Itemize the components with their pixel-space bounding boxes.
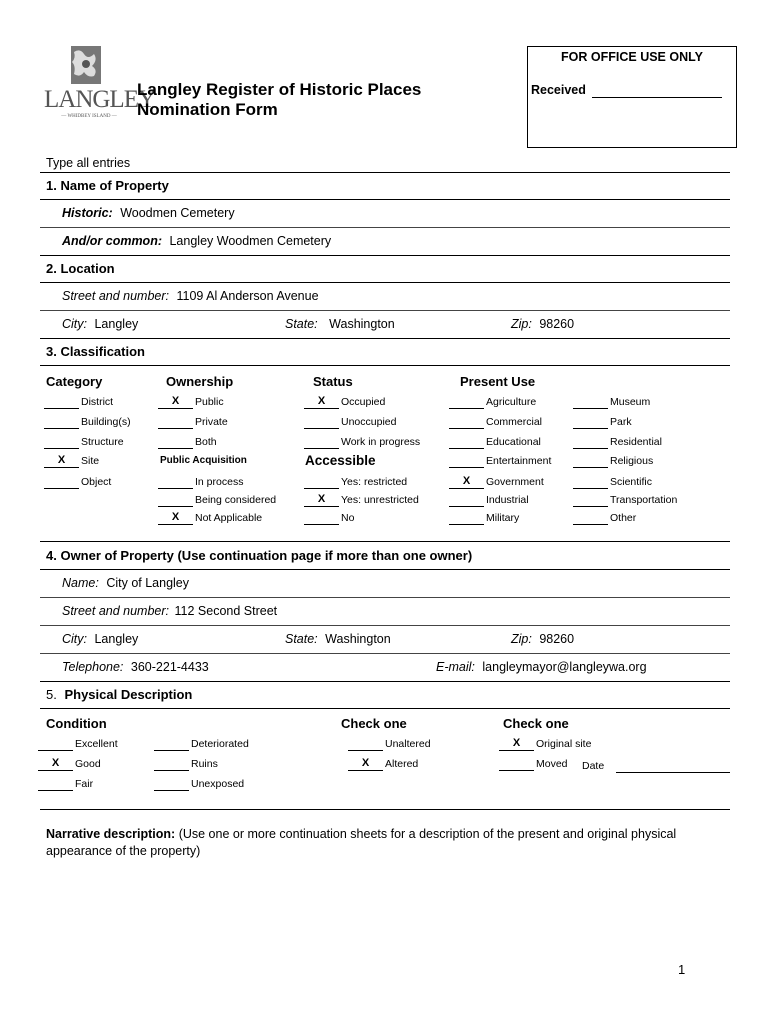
- checkbox-label: Moved: [536, 758, 568, 770]
- section-1-heading: 1. Name of Property: [46, 178, 169, 193]
- owner-name-field[interactable]: [62, 576, 189, 590]
- telephone-value: 360-221-4433: [130, 660, 209, 674]
- historic-field[interactable]: [62, 206, 235, 220]
- checkbox-label: Unexposed: [191, 778, 245, 790]
- status-work-in-progress[interactable]: [304, 435, 420, 449]
- checkbox-mark[interactable]: [304, 415, 339, 429]
- checkbox-mark[interactable]: [44, 415, 79, 429]
- checkbox-label: Not Applicable: [195, 512, 263, 524]
- checkbox-mark[interactable]: [449, 493, 484, 507]
- checkbox-mark[interactable]: [449, 395, 484, 409]
- common-name-field[interactable]: [62, 234, 331, 248]
- checkbox-label: Yes: restricted: [341, 476, 408, 488]
- checkbox-label: Museum: [610, 396, 651, 408]
- checkbox-mark[interactable]: [158, 435, 193, 449]
- divider: [40, 625, 730, 626]
- checkbox-label: Good: [75, 758, 101, 770]
- divider: [40, 199, 730, 200]
- section-3-heading: 3. Classification: [46, 344, 145, 359]
- street-value: 1109 Al Anderson Avenue: [176, 289, 319, 303]
- status-heading: Status: [313, 374, 353, 389]
- ownership-public[interactable]: [158, 395, 224, 409]
- checkbox-label: Public: [195, 396, 224, 408]
- checkbox-label: Being considered: [195, 494, 277, 506]
- location-zip-field[interactable]: [511, 317, 574, 331]
- checkbox-label: Original site: [536, 738, 592, 750]
- date-label: Date: [582, 760, 605, 772]
- checkbox-mark[interactable]: X: [158, 395, 193, 409]
- checkbox-label: Agriculture: [486, 396, 537, 408]
- use-residential[interactable]: [573, 435, 662, 449]
- checkbox-mark[interactable]: [158, 493, 193, 507]
- date-field[interactable]: [616, 772, 730, 773]
- office-use-box: [527, 46, 737, 148]
- site-moved[interactable]: [499, 757, 568, 771]
- check-one-alteration-heading: Check one: [341, 716, 407, 731]
- city-label: City:: [62, 317, 87, 331]
- common-name-label: And/or common:: [62, 234, 162, 248]
- checkbox-mark[interactable]: [304, 511, 339, 525]
- narrative-instructions: (Use one or more continuation sheets for a description of the present and original physical appearance of the property): [46, 827, 677, 858]
- intro-text: Type all entries: [46, 156, 131, 170]
- category-structure[interactable]: [44, 435, 124, 449]
- section-5-number: 5.: [46, 687, 57, 702]
- checkbox-mark[interactable]: X: [499, 737, 534, 751]
- checkbox-mark[interactable]: [304, 435, 339, 449]
- condition-heading: Condition: [46, 716, 107, 731]
- checkbox-label: No: [341, 512, 355, 524]
- category-district[interactable]: [44, 395, 113, 409]
- section-5-heading: [46, 687, 192, 702]
- use-military[interactable]: [449, 511, 519, 525]
- acquisition-not-applicable[interactable]: [158, 511, 262, 525]
- divider: [40, 227, 730, 228]
- category-site[interactable]: [44, 454, 99, 468]
- street-label: Street and number:: [62, 289, 170, 303]
- owner-zip-field[interactable]: [511, 632, 574, 646]
- accessible-yes-unrestricted[interactable]: [304, 493, 419, 507]
- checkbox-mark[interactable]: [573, 493, 608, 507]
- checkbox-mark[interactable]: [348, 737, 383, 751]
- owner-name-value: City of Langley: [106, 576, 189, 590]
- section-2-heading: 2. Location: [46, 261, 115, 276]
- checkbox-mark[interactable]: [449, 415, 484, 429]
- accessible-heading: Accessible: [305, 453, 376, 468]
- checkbox-label: In process: [195, 476, 244, 488]
- use-commercial[interactable]: [449, 415, 542, 429]
- category-building-s[interactable]: [44, 415, 131, 429]
- checkbox-mark[interactable]: X: [304, 493, 339, 507]
- use-museum[interactable]: [573, 395, 650, 409]
- zip-value: 98260: [539, 317, 575, 331]
- checkbox-mark[interactable]: [304, 475, 339, 489]
- section-5-title: Physical Description: [64, 687, 193, 702]
- condition-unexposed[interactable]: [154, 777, 244, 791]
- telephone-label: Telephone:: [62, 660, 124, 674]
- alteration-unaltered[interactable]: [348, 737, 431, 751]
- checkbox-mark[interactable]: [573, 511, 608, 525]
- narrative-description[interactable]: [46, 826, 706, 860]
- checkbox-label: Entertainment: [486, 455, 552, 467]
- acquisition-being-considered[interactable]: [158, 493, 276, 507]
- owner-city-field[interactable]: [62, 632, 138, 646]
- city-value: Langley: [94, 317, 139, 331]
- divider: [40, 365, 730, 366]
- checkbox-label: Military: [486, 512, 520, 524]
- divider: [40, 597, 730, 598]
- checkbox-label: Deteriorated: [191, 738, 249, 750]
- accessible-yes-restricted[interactable]: [304, 475, 407, 489]
- checkbox-mark[interactable]: X: [304, 395, 339, 409]
- checkbox-label: Fair: [75, 778, 94, 790]
- public-acquisition-heading: Public Acquisition: [160, 455, 247, 466]
- checkbox-label: Residential: [610, 436, 662, 448]
- location-state-field[interactable]: [285, 317, 395, 331]
- condition-fair[interactable]: [38, 777, 93, 791]
- checkbox-label: Altered: [385, 758, 419, 770]
- use-educational[interactable]: [449, 435, 541, 449]
- owner-state-field[interactable]: [285, 632, 391, 646]
- checkbox-mark[interactable]: [573, 415, 608, 429]
- historic-value: Woodmen Cemetery: [120, 206, 235, 220]
- divider: [40, 708, 730, 709]
- use-park[interactable]: [573, 415, 632, 429]
- checkbox-mark[interactable]: X: [449, 475, 484, 489]
- checkbox-mark[interactable]: [38, 777, 73, 791]
- ownership-private[interactable]: [158, 415, 228, 429]
- checkbox-mark[interactable]: [38, 737, 73, 751]
- divider: [40, 310, 730, 311]
- ownership-heading: Ownership: [166, 374, 234, 389]
- category-heading: Category: [46, 374, 103, 389]
- checkbox-label: Yes: unrestricted: [341, 494, 419, 506]
- divider: [40, 653, 730, 654]
- checkbox-mark[interactable]: [154, 737, 189, 751]
- checkbox-label: Unoccupied: [341, 416, 397, 428]
- acquisition-in-process[interactable]: [158, 475, 243, 489]
- checkbox-label: Transportation: [610, 494, 678, 506]
- page-number: 1: [678, 962, 686, 977]
- checkbox-mark[interactable]: [158, 415, 193, 429]
- location-street-field[interactable]: [62, 289, 319, 303]
- owner-zip-value: 98260: [539, 632, 575, 646]
- checkbox-mark[interactable]: [573, 435, 608, 449]
- received-label: Received: [531, 83, 586, 97]
- condition-excellent[interactable]: [38, 737, 118, 751]
- historic-label: Historic:: [62, 206, 113, 220]
- owner-street-field[interactable]: [62, 604, 277, 618]
- owner-telephone-field[interactable]: [62, 660, 209, 674]
- checkbox-label: Educational: [486, 436, 541, 448]
- state-label: State:: [285, 317, 318, 331]
- ownership-both[interactable]: [158, 435, 217, 449]
- zip-label: Zip:: [511, 317, 532, 331]
- received-field[interactable]: [592, 97, 722, 98]
- checkbox-label: Scientific: [610, 476, 653, 488]
- present-use-heading: Present Use: [460, 374, 536, 389]
- owner-street-value: 112 Second Street: [174, 604, 278, 618]
- checkbox-label: Commercial: [486, 416, 543, 428]
- checkbox-label: Work in progress: [341, 436, 421, 448]
- owner-name-label: Name:: [62, 576, 99, 590]
- form-title-line2: Nomination Form: [137, 100, 278, 119]
- checkbox-mark[interactable]: [573, 454, 608, 468]
- checkbox-label: Both: [195, 436, 217, 448]
- checkbox-label: Unaltered: [385, 738, 431, 750]
- use-agriculture[interactable]: [449, 395, 536, 409]
- status-occupied[interactable]: [304, 395, 385, 409]
- office-use-title: FOR OFFICE USE ONLY: [561, 50, 703, 64]
- divider: [40, 172, 730, 173]
- checkbox-mark[interactable]: [154, 777, 189, 791]
- checkbox-mark[interactable]: [44, 475, 79, 489]
- email-label: E-mail:: [436, 660, 475, 674]
- category-object[interactable]: [44, 475, 111, 489]
- checkbox-mark[interactable]: [44, 395, 79, 409]
- checkbox-mark[interactable]: X: [158, 511, 193, 525]
- checkbox-mark[interactable]: [158, 475, 193, 489]
- checkbox-mark[interactable]: X: [348, 757, 383, 771]
- location-city-field[interactable]: [62, 317, 138, 331]
- divider: [40, 255, 730, 256]
- owner-state-value: Washington: [325, 632, 391, 646]
- checkbox-label: Excellent: [75, 738, 118, 750]
- checkbox-mark[interactable]: [573, 395, 608, 409]
- use-religious[interactable]: [573, 454, 653, 468]
- checkbox-mark[interactable]: X: [38, 757, 73, 771]
- use-government[interactable]: [449, 475, 544, 489]
- owner-state-label: State:: [285, 632, 318, 646]
- checkbox-mark[interactable]: [154, 757, 189, 771]
- checkbox-label: Ruins: [191, 758, 218, 770]
- use-entertainment[interactable]: [449, 454, 551, 468]
- checkbox-label: Government: [486, 476, 544, 488]
- common-name-value: Langley Woodmen Cemetery: [169, 234, 332, 248]
- state-value: Washington: [329, 317, 395, 331]
- divider: [40, 338, 730, 339]
- checkbox-mark[interactable]: [499, 757, 534, 771]
- alteration-altered[interactable]: [348, 757, 418, 771]
- check-one-site-heading: Check one: [503, 716, 569, 731]
- checkbox-mark[interactable]: [44, 435, 79, 449]
- condition-good[interactable]: [38, 757, 101, 771]
- checkbox-label: Object: [81, 476, 112, 488]
- checkbox-mark[interactable]: X: [44, 454, 79, 468]
- checkbox-label: Other: [610, 512, 637, 524]
- divider: [40, 569, 730, 570]
- owner-email-field[interactable]: [436, 660, 647, 674]
- checkbox-label: Occupied: [341, 396, 386, 408]
- checkbox-label: Site: [81, 455, 100, 467]
- checkbox-mark[interactable]: [449, 511, 484, 525]
- logo-wordmark: LANGLEY: [44, 86, 156, 113]
- owner-city-label: City:: [62, 632, 87, 646]
- email-value: langleymayor@langleywa.org: [482, 660, 647, 674]
- divider: [40, 681, 730, 682]
- checkbox-label: Industrial: [486, 494, 529, 506]
- divider: [40, 282, 730, 283]
- condition-ruins[interactable]: [154, 757, 218, 771]
- checkbox-mark[interactable]: [573, 475, 608, 489]
- owner-zip-label: Zip:: [511, 632, 532, 646]
- use-transportation[interactable]: [573, 493, 677, 507]
- checkbox-mark[interactable]: [449, 454, 484, 468]
- divider: [40, 541, 730, 542]
- owner-city-value: Langley: [94, 632, 139, 646]
- section-4-heading: 4. Owner of Property (Use continuation page if more than one owner): [46, 548, 473, 563]
- logo-subtext: — WHIDBEY ISLAND —: [61, 114, 117, 119]
- use-industrial[interactable]: [449, 493, 529, 507]
- owner-street-label: Street and number:: [62, 604, 170, 618]
- use-other[interactable]: [573, 511, 636, 525]
- checkbox-label: Structure: [81, 436, 124, 448]
- site-original-site[interactable]: [499, 737, 591, 751]
- checkbox-label: Park: [610, 416, 632, 428]
- checkbox-mark[interactable]: [449, 435, 484, 449]
- form-title-line1: Langley Register of Historic Places: [137, 80, 422, 99]
- checkbox-label: Building(s): [81, 416, 131, 428]
- accessible-no[interactable]: [304, 511, 354, 525]
- divider: [40, 809, 730, 810]
- use-scientific[interactable]: [573, 475, 652, 489]
- checkbox-label: Religious: [610, 455, 654, 467]
- checkbox-label: District: [81, 396, 114, 408]
- checkbox-label: Private: [195, 416, 228, 428]
- langley-logo: [44, 44, 156, 124]
- status-unoccupied[interactable]: [304, 415, 396, 429]
- condition-deteriorated[interactable]: [154, 737, 249, 751]
- narrative-label: Narrative description:: [46, 827, 176, 841]
